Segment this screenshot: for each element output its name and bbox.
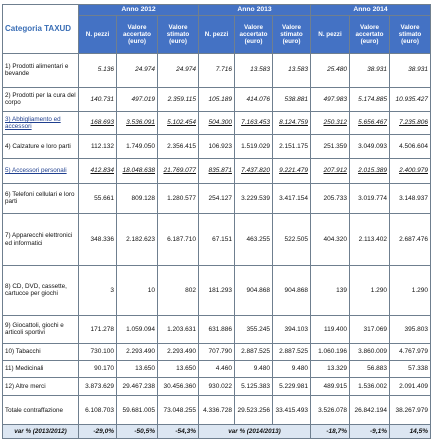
col-pezzi-2012: N. pezzi bbox=[79, 16, 117, 53]
row-value-cell: 9.480 bbox=[273, 360, 311, 377]
row-category-label: 1) Prodotti alimentari e bevande bbox=[3, 53, 79, 87]
row-value-cell: 5.102.454 bbox=[158, 112, 199, 135]
row-value-cell: 29.467.238 bbox=[117, 377, 158, 395]
row-value-cell: 2.015.389 bbox=[350, 158, 390, 183]
row-value-cell: 3.873.629 bbox=[79, 377, 117, 395]
row-category-label: 3) Abbigliamento ed accessori bbox=[3, 112, 79, 135]
row-value-cell: 55.661 bbox=[79, 183, 117, 214]
row-value-cell: 7.235.806 bbox=[390, 112, 431, 135]
row-value-cell: 463.255 bbox=[235, 214, 273, 266]
row-value-cell: 171.278 bbox=[79, 315, 117, 343]
row-value-cell: 835.871 bbox=[199, 158, 235, 183]
row-value-cell: 2.182.623 bbox=[117, 214, 158, 266]
row-value-cell: 809.128 bbox=[117, 183, 158, 214]
total-cell: 26.842.194 bbox=[350, 396, 390, 425]
row-value-cell: 13.329 bbox=[311, 360, 350, 377]
row-value-cell: 3.417.154 bbox=[273, 183, 311, 214]
row-value-cell: 522.505 bbox=[273, 214, 311, 266]
row-value-cell: 348.336 bbox=[79, 214, 117, 266]
row-category-label: 12) Altre merci bbox=[3, 377, 79, 395]
row-value-cell: 1.290 bbox=[350, 266, 390, 316]
row-category-label: 10) Tabacchi bbox=[3, 344, 79, 361]
row-value-cell: 140.731 bbox=[79, 87, 117, 112]
row-value-cell: 56.883 bbox=[350, 360, 390, 377]
total-label: Totale contraffazione bbox=[3, 396, 79, 425]
row-value-cell: 13.650 bbox=[117, 360, 158, 377]
row-value-cell: 2.687.476 bbox=[390, 214, 431, 266]
table-row bbox=[3, 158, 431, 183]
row-value-cell: 13.583 bbox=[273, 53, 311, 87]
row-value-cell: 5.656.467 bbox=[350, 112, 390, 135]
row-value-cell: 10 bbox=[117, 266, 158, 316]
row-category-label: 7) Apparecchi elettronici ed informatici bbox=[3, 214, 79, 266]
row-value-cell: 251.359 bbox=[311, 134, 350, 158]
row-value-cell: 2.887.525 bbox=[273, 344, 311, 361]
variation-cell: -29,0% bbox=[79, 425, 117, 439]
row-category-label: 5) Accessori personali bbox=[3, 158, 79, 183]
row-value-cell: 9.480 bbox=[235, 360, 273, 377]
row-value-cell: 25.480 bbox=[311, 53, 350, 87]
row-value-cell: 4.506.604 bbox=[390, 134, 431, 158]
row-value-cell: 90.170 bbox=[79, 360, 117, 377]
row-value-cell: 1.519.029 bbox=[235, 134, 273, 158]
row-value-cell: 57.338 bbox=[390, 360, 431, 377]
row-value-cell: 5.229.981 bbox=[273, 377, 311, 395]
col-accertato-2014: Valore accertato (euro) bbox=[350, 16, 390, 53]
row-value-cell: 21.769.077 bbox=[158, 158, 199, 183]
row-value-cell: 404.320 bbox=[311, 214, 350, 266]
row-value-cell: 394.103 bbox=[273, 315, 311, 343]
row-value-cell: 489.915 bbox=[311, 377, 350, 395]
row-value-cell: 10.935.427 bbox=[390, 87, 431, 112]
variation-label-2013: var % (2013/2012) bbox=[3, 425, 79, 439]
year-2013-header: Anno 2013 bbox=[199, 5, 311, 16]
row-value-cell: 7.437.820 bbox=[235, 158, 273, 183]
row-value-cell: 38.931 bbox=[350, 53, 390, 87]
row-value-cell: 2.356.415 bbox=[158, 134, 199, 158]
row-value-cell: 412.834 bbox=[79, 158, 117, 183]
col-pezzi-2013: N. pezzi bbox=[199, 16, 235, 53]
row-value-cell: 538.881 bbox=[273, 87, 311, 112]
row-value-cell: 904.868 bbox=[235, 266, 273, 316]
row-value-cell: 106.923 bbox=[199, 134, 235, 158]
row-value-cell: 395.803 bbox=[390, 315, 431, 343]
row-value-cell: 30.456.360 bbox=[158, 377, 199, 395]
row-value-cell: 2.113.402 bbox=[350, 214, 390, 266]
total-cell: 38.267.979 bbox=[390, 396, 431, 425]
table-row bbox=[3, 112, 431, 135]
row-value-cell: 355.245 bbox=[235, 315, 273, 343]
row-value-cell: 4.460 bbox=[199, 360, 235, 377]
table-row bbox=[3, 360, 431, 377]
total-cell: 3.526.078 bbox=[311, 396, 350, 425]
row-value-cell: 38.931 bbox=[390, 53, 431, 87]
row-value-cell: 112.132 bbox=[79, 134, 117, 158]
row-value-cell: 139 bbox=[311, 266, 350, 316]
variation-cell: -54,3% bbox=[158, 425, 199, 439]
row-value-cell: 631.886 bbox=[199, 315, 235, 343]
row-value-cell: 1.280.577 bbox=[158, 183, 199, 214]
total-cell: 29.523.256 bbox=[235, 396, 273, 425]
total-cell: 59.681.005 bbox=[117, 396, 158, 425]
row-value-cell: 707.790 bbox=[199, 344, 235, 361]
table-row bbox=[3, 87, 431, 112]
row-value-cell: 930.022 bbox=[199, 377, 235, 395]
row-value-cell: 24.974 bbox=[158, 53, 199, 87]
row-category-label: 11) Medicinali bbox=[3, 360, 79, 377]
row-value-cell: 497.983 bbox=[311, 87, 350, 112]
row-value-cell: 1.536.002 bbox=[350, 377, 390, 395]
row-value-cell: 181.293 bbox=[199, 266, 235, 316]
col-stimato-2013: Valore stimato (euro) bbox=[273, 16, 311, 53]
row-value-cell: 1.290 bbox=[390, 266, 431, 316]
row-category-label: 8) CD, DVD, cassette, cartucce per giochi bbox=[3, 266, 79, 316]
row-value-cell: 5.125.383 bbox=[235, 377, 273, 395]
total-cell: 6.108.703 bbox=[79, 396, 117, 425]
row-value-cell: 2.359.115 bbox=[158, 87, 199, 112]
table-row bbox=[3, 377, 431, 395]
variation-cell: -50,5% bbox=[117, 425, 158, 439]
row-value-cell: 2.091.409 bbox=[390, 377, 431, 395]
row-value-cell: 317.069 bbox=[350, 315, 390, 343]
row-value-cell: 9.221.479 bbox=[273, 158, 311, 183]
row-value-cell: 2.293.490 bbox=[117, 344, 158, 361]
row-value-cell: 802 bbox=[158, 266, 199, 316]
row-value-cell: 119.400 bbox=[311, 315, 350, 343]
row-value-cell: 904.868 bbox=[273, 266, 311, 316]
table-row bbox=[3, 214, 431, 266]
row-value-cell: 13.583 bbox=[235, 53, 273, 87]
variation-label-2014: var % (2014/2013) bbox=[199, 425, 311, 439]
year-2014-header: Anno 2014 bbox=[311, 5, 431, 16]
variation-cell: -18,7% bbox=[311, 425, 350, 439]
row-category-label: 2) Prodotti per la cura del corpo bbox=[3, 87, 79, 112]
row-value-cell: 2.151.175 bbox=[273, 134, 311, 158]
table-row bbox=[3, 53, 431, 87]
total-row bbox=[3, 396, 431, 425]
row-value-cell: 730.100 bbox=[79, 344, 117, 361]
col-pezzi-2014: N. pezzi bbox=[311, 16, 350, 53]
row-value-cell: 1.059.094 bbox=[117, 315, 158, 343]
year-2012-header: Anno 2012 bbox=[79, 5, 199, 16]
col-stimato-2014: Valore stimato (euro) bbox=[390, 16, 431, 53]
col-stimato-2012: Valore stimato (euro) bbox=[158, 16, 199, 53]
row-value-cell: 3.860.009 bbox=[350, 344, 390, 361]
row-value-cell: 1.060.196 bbox=[311, 344, 350, 361]
row-value-cell: 3.148.937 bbox=[390, 183, 431, 214]
row-category-label: 4) Calzature e loro parti bbox=[3, 134, 79, 158]
col-accertato-2012: Valore accertato (euro) bbox=[117, 16, 158, 53]
row-value-cell: 2.887.525 bbox=[235, 344, 273, 361]
row-value-cell: 18.048.638 bbox=[117, 158, 158, 183]
row-value-cell: 3.229.539 bbox=[235, 183, 273, 214]
variation-cell: -9,1% bbox=[350, 425, 390, 439]
table-row bbox=[3, 183, 431, 214]
row-value-cell: 3.049.093 bbox=[350, 134, 390, 158]
row-value-cell: 6.187.710 bbox=[158, 214, 199, 266]
row-value-cell: 3.019.774 bbox=[350, 183, 390, 214]
category-header: Categoria TAXUD bbox=[3, 5, 79, 54]
row-value-cell: 1.749.050 bbox=[117, 134, 158, 158]
row-value-cell: 504.300 bbox=[199, 112, 235, 135]
row-value-cell: 67.151 bbox=[199, 214, 235, 266]
table-row bbox=[3, 315, 431, 343]
row-value-cell: 2.293.490 bbox=[158, 344, 199, 361]
table-row bbox=[3, 344, 431, 361]
total-cell: 33.415.493 bbox=[273, 396, 311, 425]
total-cell: 4.336.728 bbox=[199, 396, 235, 425]
row-value-cell: 7.163.453 bbox=[235, 112, 273, 135]
row-value-cell: 105.189 bbox=[199, 87, 235, 112]
row-value-cell: 205.733 bbox=[311, 183, 350, 214]
table-row bbox=[3, 266, 431, 316]
year-header-row bbox=[3, 5, 431, 16]
table-row bbox=[3, 134, 431, 158]
row-value-cell: 3.536.091 bbox=[117, 112, 158, 135]
row-category-label: 9) Giocattoli, giochi e articoli sportivi bbox=[3, 315, 79, 343]
row-value-cell: 168.693 bbox=[79, 112, 117, 135]
row-value-cell: 250.312 bbox=[311, 112, 350, 135]
row-value-cell: 254.127 bbox=[199, 183, 235, 214]
col-accertato-2013: Valore accertato (euro) bbox=[235, 16, 273, 53]
row-value-cell: 5.174.885 bbox=[350, 87, 390, 112]
row-value-cell: 5.136 bbox=[79, 53, 117, 87]
row-value-cell: 2.400.979 bbox=[390, 158, 431, 183]
variation-row bbox=[3, 425, 431, 439]
row-value-cell: 497.019 bbox=[117, 87, 158, 112]
row-value-cell: 8.124.759 bbox=[273, 112, 311, 135]
row-value-cell: 414.076 bbox=[235, 87, 273, 112]
row-value-cell: 3 bbox=[79, 266, 117, 316]
row-category-label: 6) Telefoni cellulari e loro parti bbox=[3, 183, 79, 214]
row-value-cell: 24.974 bbox=[117, 53, 158, 87]
taxud-table bbox=[2, 4, 431, 439]
row-value-cell: 4.767.979 bbox=[390, 344, 431, 361]
total-cell: 73.048.255 bbox=[158, 396, 199, 425]
row-value-cell: 7.716 bbox=[199, 53, 235, 87]
row-value-cell: 1.203.631 bbox=[158, 315, 199, 343]
row-value-cell: 13.650 bbox=[158, 360, 199, 377]
row-value-cell: 207.912 bbox=[311, 158, 350, 183]
variation-cell: 14,5% bbox=[390, 425, 431, 439]
